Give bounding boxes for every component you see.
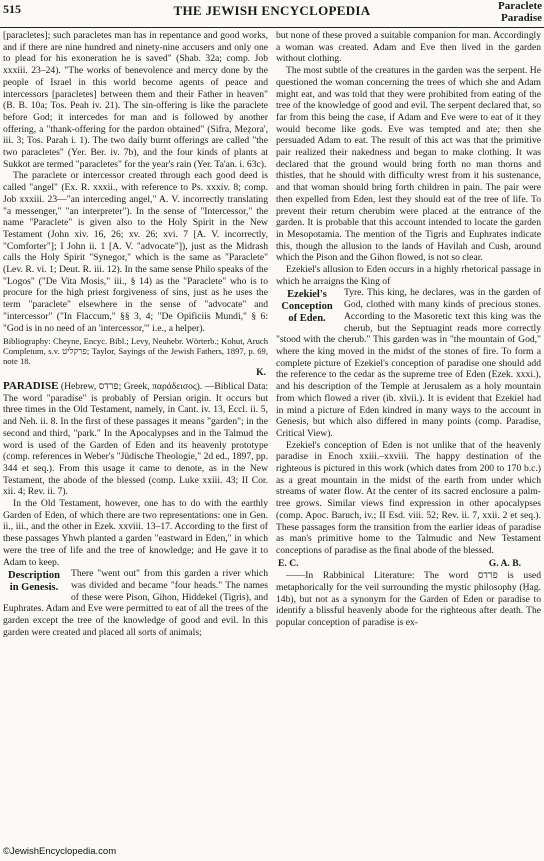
signature-right: G. A. B. bbox=[488, 557, 521, 569]
paragraph: In the Old Testament, however, one has to do with the earthly Garden of Eden, of which there are two representations: one in Gen. ii., iii., and the other in Ezek. xxviii. 13–17. According to the first of these passages Yhwh planted a garden "eastward in Eden," in which were the tree of life and the tree of knowledge; and He gave it to Adam to keep. bbox=[3, 498, 268, 568]
side-heading: Ezekiel's Conception of Eden. bbox=[281, 289, 333, 325]
paragraph: Ezekiel's conception of Eden is not unlike that of the heavenly paradise in Enoch xxiii.–xxviii. The happy destination of the righteous is pictured in this work (which dates from 200 to 170 b.c.) as a great mountain in the midst of the earth from under which streams of water flow. At the center of its sacred enclosure a palm-tree grows. Similar views find expression in other apocalypses (comp. Apoc. Baruch, iv.; II Esd. viii. 52; Rev. ii. 7, xxii. 2 et seq.). These passages form the transition from the earlier ideas of paradise as man's primitive home to the Talmudic and New Testament conceptions of paradise as the final abode of the blessed. bbox=[276, 439, 541, 556]
author-signature: K. bbox=[256, 367, 266, 379]
entry-title: PARADISE bbox=[3, 379, 59, 392]
paragraph: The paraclete or intercessor created through each good deed is called "angel" (Ex. R. xxxii., with reference to Ps. xxxiv. 8; comp. Job xxxiii. 23—"an interceding angel," A. V. incorrectly translating "a messenger," "an interpreter"). In the sense of "Intercessor," the name "Paraclete" is given also to the Holy Spirit in the New Testament (John xiv. 16, 26; xv. 26; xvi. 7 [A. V. incorrectly, "Comforter"]; I John ii. 1 [A. V. "advocate"]), just as the Midrash calls the Holy Spirit "Synegor," which is the same as "Paraclete" (Lev. R. vi. 1; Deut. R. iii. 12). In the same sense Philo speaks of the "Logos" ("De Vita Mosis," iii., § 14) as the "Paraclete" who is to procure for the high priest forgiveness of sins, just as he uses the term "paraclete" elsewhere in the sense of "advocate" and "intercessor" ("In Flaccum," §§ 3, 4; "De Opificiis Mundi," § 6: "God is in no need of an 'intercessor,'" i.e., a helper). bbox=[3, 170, 268, 334]
journal-title: THE JEWISH ENCYCLOPEDIA bbox=[173, 3, 371, 18]
paragraph: Tyre. This king, he declares, was in the garden of God, clothed with many kinds of precious stones. According to the Masoretic text this king was the cherub, but the Septuagint reads more correctly "stood with the cherub." This garden was in "the mountain of God," where the king moved in the midst of the stones of fire. To form a complete picture of Ezekiel's conception of paradise one should add the reference to the cedar as the supreme tree of Eden (Ezek. xxxi.), and his description of the Temple at Jerusalem as a holy mountain from which flowed a river (ib. xlvii.). It is evident that Ezekiel had in mind a picture of Eden kindred in many ways to the account in Genesis, but which also differed in many points (comp. Paradise, Critical View). bbox=[276, 287, 541, 439]
entry-paradise bbox=[3, 381, 268, 498]
page-number: 515 bbox=[3, 2, 21, 16]
bibliography: Bibliography: Cheyne, Encyc. Bibl.; Levy, Neuhebr. Wörterb.; Kohut, Aruch Completum, s.v. פרקליט; Taylor, Sayings of the Jewish Fathers, 1897, p. 69, note 18. bbox=[3, 336, 268, 367]
copyright-footer: ©JewishEncyclopedia.com bbox=[3, 846, 117, 857]
running-head-line1: Paraclete bbox=[498, 0, 542, 12]
paragraph: Ezekiel's allusion to Eden occurs in a highly rhetorical passage in which he arraigns the King of bbox=[276, 264, 541, 287]
paragraph: ——In Rabbinical Literature: The word פרדס is used metaphorically for the veil surrounding the mystic philosophy (Ḥag. 14b), but not as a synonym for the Garden of Eden or paradise to identify a blissful heavenly abode for the righteous after death. The popular conception of paradise is ex- bbox=[276, 570, 541, 629]
signature-left: E. C. bbox=[278, 557, 299, 569]
paragraph: The most subtle of the creatures in the garden was the serpent. He questioned the woman concerning the trees of which she and Adam might eat, and was told that they were prohibited from eating of the tree of the knowledge of good and evil. The serpent declared that, so far from this being the case, if Adam and Eve were to eat of it they would become like gods. Eve was tempted and ate; then she persuaded Adam to eat. The result of this act was that the primitive pair realized their nakedness and began to make clothing. It was declared that the ground would bring forth no man thorns and thistles, that he should with difficulty wrest from it his sustenance, and that woman should bring forth children in pain. The pair were then expelled from Eden, lest they should eat of the tree of life. To prevent their return cherubim were placed at the entrance of the garden. It is probable that this account intended to locate the garden in Mesopotamia. The mention of the Tigris and Euphrates indicate this, though the allusion to the lands of Havilah and Cush, around which the Pison and the Gihon flowed, is not so clear. bbox=[276, 65, 541, 264]
paragraph: [paracletes]; such paracletes man has in repentance and good works, and if there are nine hundred and ninety-nine accusers and only one to plead for his exoneration he is saved" (Shab. 32a; comp. Job xxxiii. 23–24). "The works of benevolence and mercy done by the people of Israel in this world become agents of peace and intercessors [paracletes] between them and their Father in heaven" (B. B. 10a; Tos. Peah iv. 21). The sin-offering is like the paraclete before God; it intercedes for man and is followed by another offering, a "thank-offering for the pardon obtained" (Sifra, Meẓora', iii. 3; Tos. Parah i. 1). The two daily burnt offerings are called "the two paracletes" (Yer. Ber. iv. 7b), and the four kinds of plants at Sukkot are termed "paracletes" for the year's rain (Yer. Ta'an. i. 63c). bbox=[3, 30, 268, 170]
running-head-line2: Paradise bbox=[501, 12, 542, 24]
left-column bbox=[3, 30, 268, 842]
page-header bbox=[0, 0, 544, 28]
side-heading: Description in Genesis. bbox=[8, 570, 60, 594]
entry-text: (Hebrew, פרדס; Greek, παράδεισος). —Biblical Data: The word "paradise" is probably of Persian origin. It occurs but three times in the Old Testament, namely, in Cant. iv. 13, Eccl. ii. 5, and Neh. ii. 8. In the first of these passages it means "garden"; in the second and third, "park." In the Apocalypses and in the Talmud the word is used of the Garden of Eden and its heavenly prototype (comp. references in Weber's "Jüdische Theologie," 2d ed., 1897, pp. 344 et seq.). From this usage it came to denote, as in the New Testament, the abode of the blessed (comp. Luke xxiii. 43; II Cor. xii. 4; Rev. ii. 7). bbox=[3, 380, 268, 498]
running-head bbox=[498, 0, 542, 24]
paragraph: There "went out" from this garden a river which was divided and became "four heads." The names of these were Pison, Gihon, Hiddekel (Tigris), and Euphrates. Adam and Eve were permitted to eat of all the trees of the garden except the tree of the knowledge of good and evil. In this garden were created and placed all sorts of animals; bbox=[3, 568, 268, 638]
author-signatures bbox=[278, 558, 521, 570]
right-column bbox=[276, 30, 541, 842]
paragraph: but none of these proved a suitable companion for man. Accordingly a woman was created. Adam and Eve then lived in the garden without clothing. bbox=[276, 30, 541, 65]
